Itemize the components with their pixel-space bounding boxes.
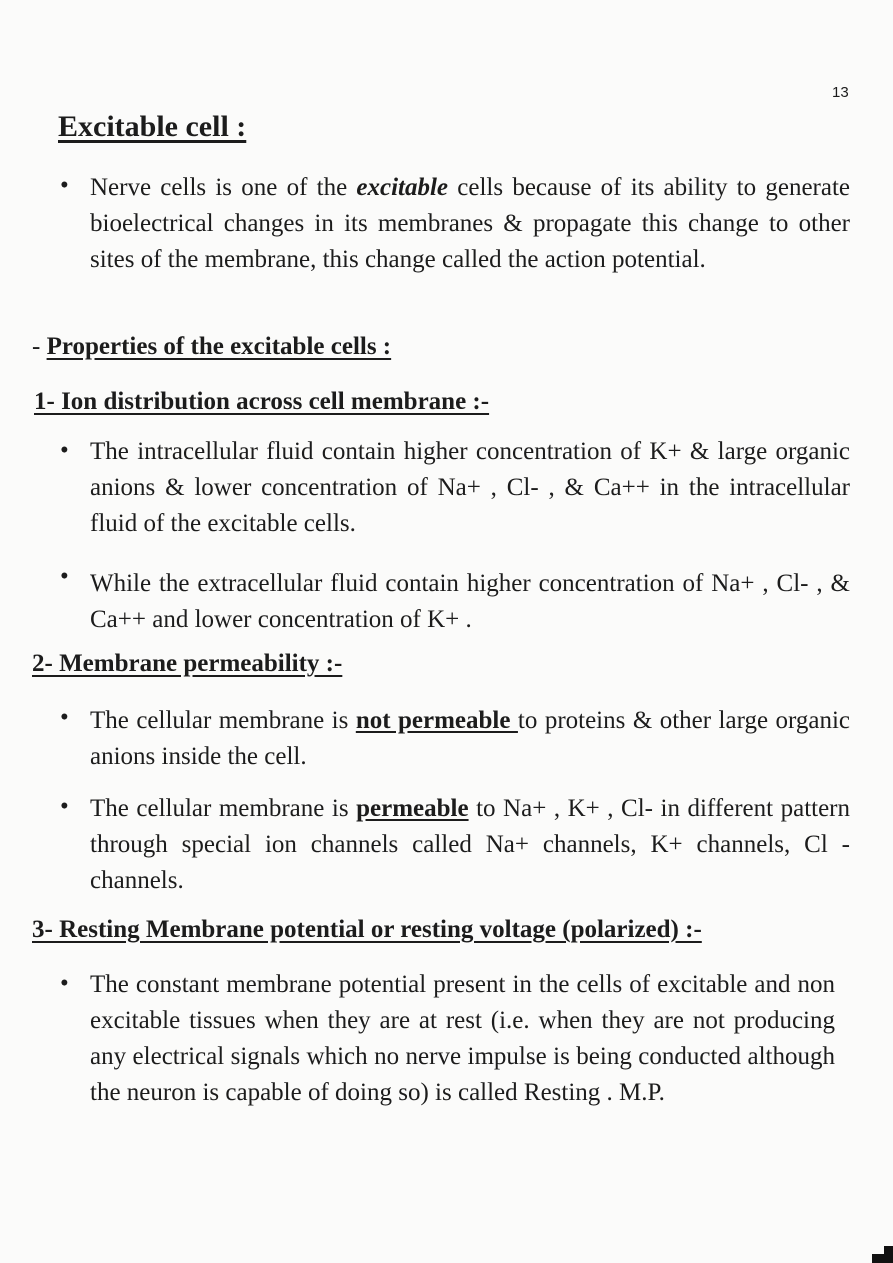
s2b1-after: to proteins & other large organic anions inside the cell. — [90, 707, 851, 770]
bullet-s1-2: • — [60, 563, 69, 590]
bullet-intro: • — [60, 172, 69, 199]
bullet-s3-1: • — [60, 970, 69, 997]
section-2-heading-text: 2- Membrane permeability :- — [32, 650, 343, 677]
page-number: 13 — [832, 84, 849, 101]
intro-paragraph — [90, 170, 850, 278]
intro-emphasis: excitable — [356, 174, 449, 201]
intro-text-b: cells because of its ability to generate bioelectrical changes in its membranes & propagate this change to other sites of the membrane, this change called the action potential. — [90, 174, 850, 273]
section-3-heading-text: 3- Resting Membrane potential or resting voltage (polarized) :- — [32, 916, 702, 943]
section-2-bullet-1 — [90, 703, 850, 775]
section-1-heading — [34, 388, 489, 416]
bullet-s1-1: • — [60, 437, 69, 464]
properties-heading — [32, 333, 391, 361]
properties-prefix: - — [32, 333, 47, 360]
section-1-heading-text: 1- Ion distribution across cell membrane :- — [34, 388, 490, 415]
bullet-s2-2: • — [60, 793, 69, 820]
s2b2-emphasis: permeable — [356, 795, 469, 822]
s2b1-emphasis: not permeable — [355, 707, 518, 734]
s2b1-before: The cellular membrane is — [90, 707, 356, 734]
section-2-bullet-2 — [90, 791, 850, 899]
s2b2-after: to Na+ , K+ , Cl- in different pattern through special ion channels called Na+ channels, K+ channels, Cl - channels. — [90, 795, 851, 894]
section-3-bullet-1: The constant membrane potential present in the cells of excitable and non excitable tissues when they are at rest (i.e. when they are not producing any electrical signals which no nerve impulse is being conducted although the neuron is capable of doing so) is called Resting . M.P. — [90, 971, 835, 1106]
page-title: Excitable cell : — [58, 110, 247, 143]
s2b2-before: The cellular membrane is — [90, 795, 357, 822]
intro-text-a: Nerve cells is one of the — [90, 174, 357, 201]
properties-label: Properties of the excitable cells : — [46, 333, 392, 360]
section-1-bullet-2: While the extracellular fluid contain higher concentration of Na+ , Cl- , & Ca++ and lower concentration of K+ . — [90, 570, 850, 633]
bullet-s2-1: • — [60, 704, 69, 731]
corner-mark — [872, 1246, 893, 1263]
section-1-bullet-1: The intracellular fluid contain higher concentration of K+ & large organic anions & lower concentration of Na+ , Cl- , & Ca++ in the intracellular fluid of the excitable cells. — [90, 438, 850, 537]
page-edge-shadow — [0, 0, 5, 203]
section-2-heading — [32, 650, 342, 678]
section-3-heading — [32, 916, 702, 944]
